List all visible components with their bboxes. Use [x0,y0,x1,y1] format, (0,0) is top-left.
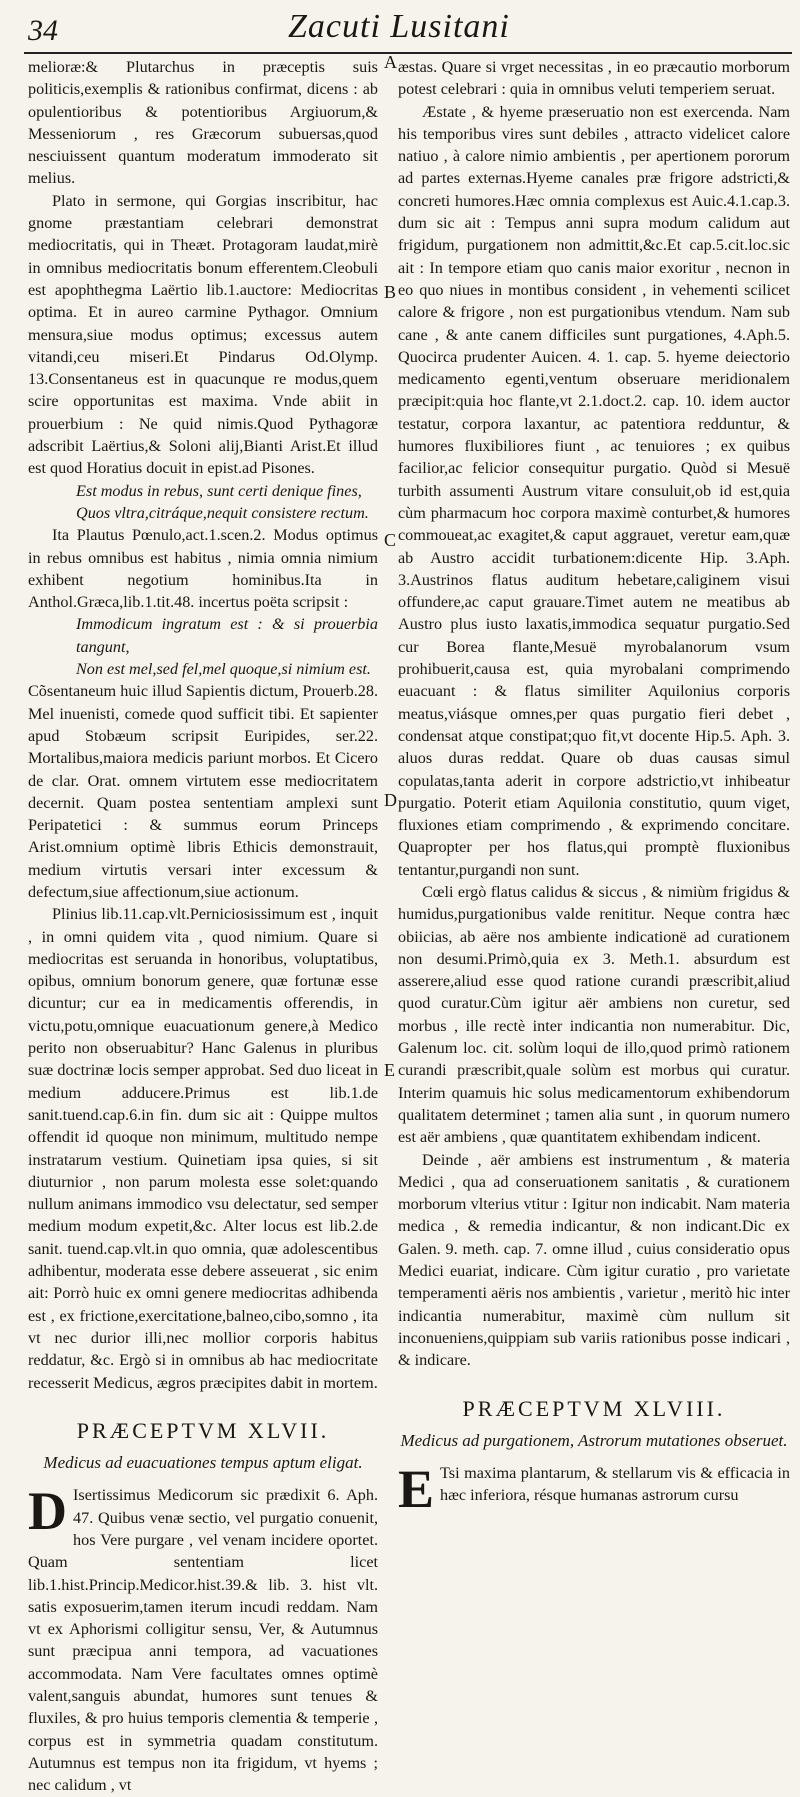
page-number: 34 [28,14,58,47]
verse-line: Non est mel,sed fel,mel quoque,si nimium est. [76,660,371,679]
right-paragraph-4: Deinde , aër ambiens est instrumentum , & materia Medici , qua ad conseruationem sanitatis , & curationem morborum vlterius vtitur : Igitur non indicabit. Nam materia medica , & remedia indicantur, & non indicant.Dic ex Galen. 9. meth. cap. 7. omne illud , cuius consideratio opus Medici euariat, indicare. Cùm igitur curatio , pro varietate temperamenti aëris nos ambientis , varietur , meritò hic inter indicantia numerabitur, maximè cùm nullum sit inconueniens,quippiam sub variis rationibus posse indicari , & indicare. [398,1150,790,1370]
right-paragraph-3: Cœli ergò flatus calidus & siccus , & nimiùm frigidus & humidus,purgationibus valde renititur. Neque contra hæc obiicias, ab aëre nos ambiente indicationë ad curationem non desumi.Primò,quia ex 3. Meth.1. absurdum est asserere,aliud esse quod ratione curandi præscribit,aliud quod curatur.Cùm igitur aër ambiens non curetur, sed morbus , ille rectè inter indicantia non numerabitur. Dic, Galenum loc. cit. solùm loqui de illo,quod primò rationem curandi præscribit,quale solùm est morbus qui curatur. Interim quamuis hic solus medicamentorum exhibendorum qualitatem determinet ; tamen alia sunt , in quorum numero est aër ambiens , quæ quantitatem exhibendam indicent. [398,882,790,1147]
margin-letter-e: E [384,1060,395,1080]
right-paragraph-5: Tsi maxima plantarum, & stellarum vis & efficacia in hæc inferiora, résque humanas astrorum cursu [440,1464,790,1505]
right-paragraph-2: Æstate , & hyeme præseruatio non est exercenda. Nam his temporibus vires sunt debiles , attracto videlicet calore natiuo , à calore nimio ambientis , per apertionem pororum ad partes externas.Hyeme canales præ frigore adstricti,& concreti humores.Hæc omnia complexus est Auic.4.1.cap.3. dum sic ait : Tempus anni supra modum calidum aut frigidum, purgationem non admittit,&c.Et cap.5.cit.loc.sic ait : In tempore etiam quo canis maior exoritur , necnon in eo quo niues in montibus consident , in vehementi scilicet calore & frigore , non est purgationibus vtendum. Nam sub cane , & ante canem difficiles sunt purgationes, 4.Aph.5. Quocirca prudenter Auicen. 4. 1. cap. 5. hyeme deiectorio medicamento egenti,ventum obseruare meridionalem præcipit:quia hoc flante,vt 2.1.doct.2. cap. 10. idem auctor testatur, corpora laxantur, ac patentiora redduntur, & humores fluxibiliores fiunt , ac tenuiores ; ex quibus facilior,ac felicior consequitur purgatio. Quòd si Mesuë turbith assumenti Austrum vitare consuluit,ob id est,quia cùm pharmacum hoc corpora maximè conturbet,& humores commoueat,ac exagitet,& caput aggrauet, veretur eam,quæ ab Austro accidit turbationem:dicente Hip. 3.Aph. 3.Austrinos flatus auditum hebetare,caliginem visui offundere,ac caput grauare.Timet autem ne meatibus ab Austro plus iusto laxatis,immodica sequatur purgatio.Sed cur Borea flante,Mesuë myrobalanorum vsum prohibuerit,causa est, quia myrobalani comprimendo euacuant : & flatus similiter Aquilonius corporis meatus,viásque omnes,per quas purgatio fieri debet , condensat atque constipat;quo fit,vt docente Hip.5. Aph. 3. aluos duras reddat. Quare ob duas causas simul copulatas,tanta aderit in corpore adstrictio,vt inhibeatur purgatio. Poterit etiam Aquilonia constitutio, quum viget, fluxiones etiam comprimendo , & exprimendo concitare. Quapropter per hos flatus,qui promptè fluxionibus tentantur,purgandi non sunt. [398,102,790,879]
header-rule [24,52,792,54]
section-heading-48: PRÆCEPTVM XLVIII. [462,1395,726,1421]
section-subheading-47: Medicus ad euacuationes tempus aptum eligat. [43,1453,363,1473]
section-subheading-48: Medicus ad purgationem, Astrorum mutationes obseruet. [400,1430,788,1450]
running-head: Zacuti Lusitani [288,8,510,45]
left-paragraph-5: Plinius lib.11.cap.vlt.Perniciosissimum est , inquit , in omni quidem vita , quod nimium. Quare si mediocritas est seruanda in honoribus, voluptatibus, opibus, omnium bonorum genere, quæ fortunæ esse dicuntur; cur ea in medicamentis offerendis, in victu,potu,omnique euacuationum genere,à Medico perito non obseruabitur? Hanc Galenus in pluribus suæ doctrinæ locis semper approbat. Sed duo liceat in medium adducere.Primus est lib.1.de sanit.tuend.cap.6.in fin. dum sic ait : Quippe multos offendit id quoque non minimum, multitudo nempe instratarum vestium. Quinetiam ipsa quies, si sit diuturnior , non parum molesta esse solet:quando nullum animans immodico vsu delectatur, sed semper medium modum expetit,&c. Alter locus est lib.2.de sanit. tuend.cap.vlt.in quo omnia, quæ adolescentibus adhibentur, moderata esse debere asseuerat , sic enim ait: Porrò huic ex omni genere mediocritas adhibenda est , ex frictione,exercitatione,balneo,cibo,somno , ita vt nec durior illi,nec mollior corporis habitus reddatur, &c. Ergò si in omnibus ab hac mediocritate recesserit Medicus, ægros præcipites dabit in mortem. [28,905,378,1392]
margin-letter-a: A [384,52,397,72]
left-paragraph-3: Ita Plautus Pœnulo,act.1.scen.2. Modus optimus in rebus omnibus est habitus , nimia omnia nimium exhibent negotium hominibus.Ita in Anthol.Græca,lib.1.tit.48. incertus poëta scripsit : [28,526,378,612]
left-paragraph-2: Plato in sermone, qui Gorgias inscribitur, hac gnome præstantiam celebrari demonstrat mediocritatis, qui in Theæt. Protagoram laudat,mirè in omnibus mediocritatis bonum efferentem.Cleobuli est apophthegma Laërtio lib.1.auctore: Mediocritas optima. Et in aureo carmine Pythagor. Omnium mensura,siue modus optimus; excessus autem vitandi,ceu miseri.Et Pindarus Od.Olymp. 13.Consentaneus est in quacunque re modus,quem scire opportunitas est maxima. Vnde abiit in prouerbium : Ne quid nimis.Quod Pythagoræ adscribit Laërtius,& Soloni alij,Bianti Arist.Et illud est quod Horatius docuit in epist.ad Pisones. [28,191,378,478]
margin-letter-c: C [384,530,397,550]
verse-horace [76,480,378,525]
verse-anthology [76,613,378,680]
margin-letter-d: D [384,790,397,810]
verse-line: Est modus in rebus, sunt certi denique fines, [76,481,362,500]
left-paragraph-6: Isertissimus Medicorum sic prædixit 6. Aph. 47. Quibus venæ sectio, vel purgatio conuenit, hos Vere purgare , vel venam incidere oportet. Quam sententiam licet lib.1.hist.Princip.Medicor.hist.39.& lib. 3. hist vlt. satis exposuerim,tamen iterum incudi reddam. Nam vt ex Aphorismi colligitur sensu, Ver, & Autumnus sunt præcipua anni tempora, ad vacuationes accommodata. Nam Vere facultates omnes optimè valent,sanguis abundat, humores sunt tenues & fluxiles, & pro huius temporis clementia & temperie , corpus est in symmetria quadam constitutum. Autumnus est tempus non ita frigidum, vt hyems ; nec calidum , vt [28,1486,378,1795]
right-column [398,56,790,1520]
left-paragraph-4: Cõsentaneum huic illud Sapientis dictum, Prouerb.28. Mel inuenisti, comede quod sufficit tibi. Et sapienter apud Stobæum scripsit Euripides, ser.22. Mortalibus,maiora medicis pariunt morbos. Et Cicero de clar. Orat. omnem virtutem esse mediocritatem decernit. Quam postea sententiam amplexi sunt Peripatetici : & summus eorum Princeps Arist.omnium optimè libris Ethicis demonstrauit, medium virtutis versari inter excessum & defectum,siue affectionum,siue actionum. [28,682,378,901]
drop-cap: D [28,1481,67,1542]
right-paragraph-1: æstas. Quare si vrget necessitas , in eo præcautio morborum potest celebrari : quia in omnibus veluti temperiem seruat. [398,58,790,99]
drop-cap: E [398,1459,435,1520]
margin-letter-b: B [384,282,397,302]
verse-line: Quos vltra,citráque,nequit consistere rectum. [76,503,369,522]
left-column [28,56,378,1795]
verse-line: Immodicum ingratum est : & si prouerbia tangunt, [76,615,378,656]
section-heading-47: PRÆCEPTVM XLVII. [76,1417,330,1443]
left-paragraph-1: melioræ:& Plutarchus in præceptis suis politicis,exemplis & rationibus confirmat, dicens : ab opulentioribus & potentioribus Argiuorum,& Messeniorum , res Græcorum subuersas,quod nesciuissent quantum moderatum immoderato sit melius. [28,58,378,188]
